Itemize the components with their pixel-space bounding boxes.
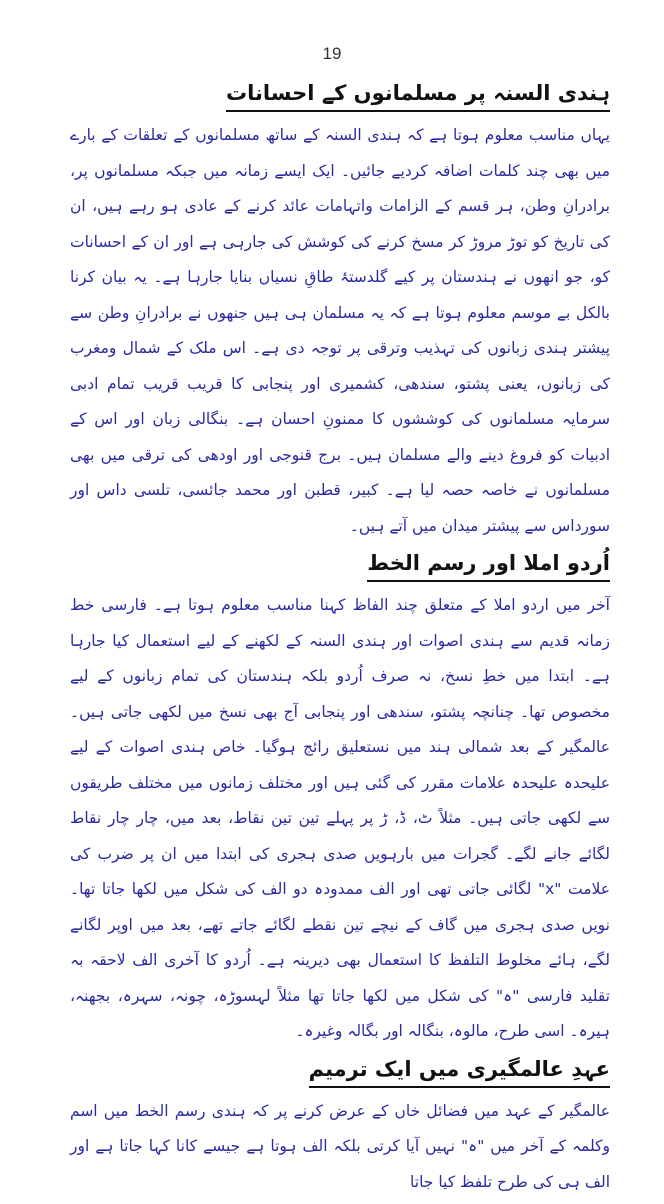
section-paragraph: یہاں مناسب معلوم ہوتا ہے کہ ہندی السنہ کے ساتھ مسلمانوں کے تعلقات کے بارے میں بھی چند کلمات اضافہ کردیے جائیں۔ ایک ایسے زمانہ میں جبکہ مسلمانوں پر، برادرانِ وطن، ہر قسم کے الزامات واتہامات عائد کرنے کے عادی ہو رہے ہیں، ان کی تاریخ کو توڑ مروڑ کر مسخ کرنے کی کوشش کی جارہی ہے اور ان کے احسانات کو، جو انھوں نے ہندستان پر کیے گلدستۂ طاقِ نسیاں بنایا جارہا ہے۔ یہ بیان کرنا بالکل بے موسم معلوم ہوتا ہے کہ یہ مسلمان ہی ہیں جنھوں نے برادرانِ وطن سے پیشتر ہندی زبانوں کی تہذیب وترقی پر توجہ دی ہے۔ اس ملک کے شمال ومغرب کی زبانوں، یعنی پشتو، سندھی، کشمیری اور پنجابی کا قریب قریب تمام ادبی سرمایہ مسلمانوں کی کوششوں کا ممنونِ احسان ہے۔ بنگالی زبان اور اس کے ادبیات کو فروغ دینے والے مسلمان ہیں۔ برج قنوجی اور اودھی کی ترقی میں بھی مسلمانوں نے خاصہ حصہ لیا ہے۔ کبیر، قطبن اور محمد جائسی، تلسی داس اور سورداس سے پیشتر میدان میں آتے ہیں۔ [70,126,610,535]
section-paragraph: آخر میں اردو املا کے متعلق چند الفاظ کہنا مناسب معلوم ہوتا ہے۔ فارسی خط زمانہ قدیم سے ہندی اصوات اور ہندی السنہ کے لکھنے کے لیے استعمال کیا جارہا ہے۔ ابتدا میں خطِ نسخ، نہ صرف اُردو بلکہ ہندستان کی تمام زبانوں کے لیے مخصوص تھا۔ چنانچہ پشتو، سندھی اور پنجابی آج بھی نسخ میں لکھی جاتی ہیں۔ عالمگیر کے بعد شمالی ہند میں نستعلیق رائج ہوگیا۔ خاص ہندی اصوات کے لیے علیحدہ علیحدہ علامات مقرر کی گئی ہیں اور مختلف زمانوں میں مختلف طریقوں سے لکھی جاتی ہیں۔ مثلاً ٹ، ڈ، ڑ پر پہلے تین تین نقاط، بعد میں، چار چار نقاط لگائے جانے لگے۔ گجرات میں بارہویں صدی ہجری کی ابتدا میں ان پر ضرب کی علامت "x" لگائی جاتی تھی اور الف ممدودہ دو الف کی شکل میں لکھا جاتا تھا۔ نویں صدی ہجری میں گاف کے نیچے تین نقطے لگائے جاتے تھے، بعد میں اوپر لگانے لگے، ہائے مخلوط التلفظ کا استعمال بھی دیرینہ ہے۔ اُردو کا آخری الف لاحقہ بہ تقلید فارسی "ہ" کی شکل میں لکھا جاتا تھا مثلاً لہسوڑہ، چونہ، سہرہ، بجھنہ، ہیرہ۔ اسی طرح، مالوہ، بنگالہ اور بگالہ وغیرہ۔ [70,596,611,1040]
section-heading: اُردو املا اور رسم الخط [367,548,610,582]
page-content [70,78,610,1204]
section-alamgir-amendment [70,1054,610,1201]
section-urdu-orthography [70,548,610,1050]
page-number: 19 [322,44,342,63]
section-muslim-contributions [70,78,610,544]
section-paragraph: عالمگیر کے عہد میں فضائل خاں کے عرض کرنے پر کہ ہندی رسم الخط میں اسم وکلمہ کے آخر میں "ہ" نہیں آیا کرتی بلکہ الف ہوتا ہے جیسے کانا کہا جاتا ہے اور الف ہی کی طرح تلفظ کیا جاتا [70,1101,610,1191]
section-heading: ہندی السنہ پر مسلمانوں کے احسانات [226,78,610,112]
section-heading: عہدِ عالمگیری میں ایک ترمیم [309,1054,610,1088]
